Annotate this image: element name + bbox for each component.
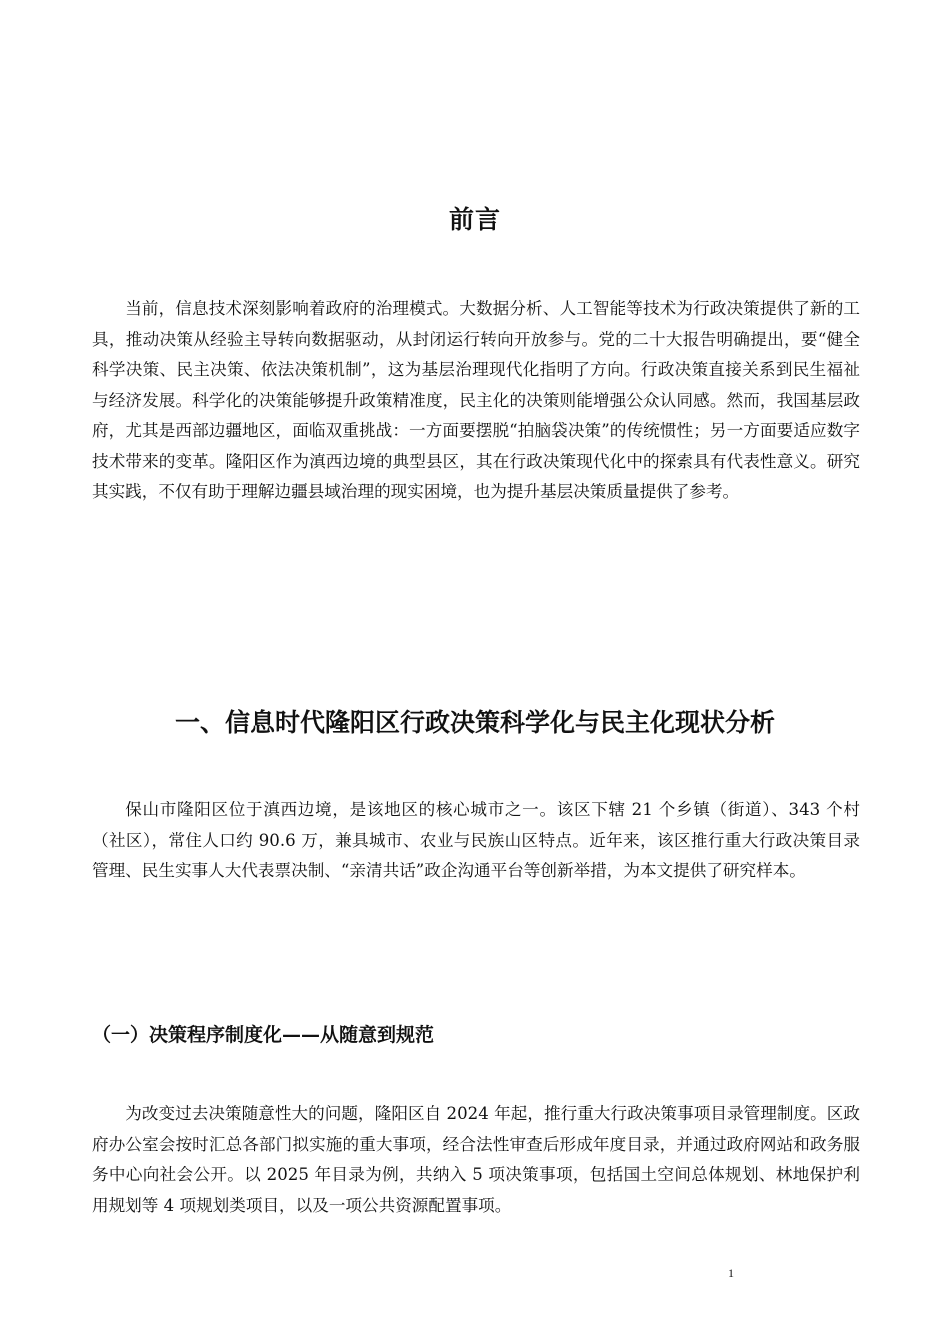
- section-paragraph: 保山市隆阳区位于滇西边境，是该地区的核心城市之一。该区下辖 21 个乡镇（街道）、343 个村（社区），常住人口约 90.6 万，兼具城市、农业与民族山区特点。近年来，该区推行重大行政决策目录管理、民生实事人大代表票决制、“亲清共话”政企沟通平台等创新举措，为本文提供了研究样本。: [92, 800, 860, 880]
- subsection-paragraph: 为改变过去决策随意性大的问题，隆阳区自 2024 年起，推行重大行政决策事项目录管理制度。区政府办公室会按时汇总各部门拟实施的重大事项，经合法性审查后形成年度目录，并通过政府网站和政务服务中心向社会公开。以 2025 年目录为例，共纳入 5 项决策事项，包括国土空间总体规划、林地保护利用规划等 4 项规划类项目，以及一项公共资源配置事项。: [92, 1104, 860, 1215]
- section-heading: 一、信息时代隆阳区行政决策科学化与民主化现状分析: [174, 708, 775, 737]
- preface-title: 前言: [448, 205, 501, 234]
- preface-paragraph: 当前，信息技术深刻影响着政府的治理模式。大数据分析、人工智能等技术为行政决策提供了新的工具，推动决策从经验主导转向数据驱动，从封闭运行转向开放参与。党的二十大报告明确提出，要“健全科学决策、民主决策、依法决策机制”，这为基层治理现代化指明了方向。行政决策直接关系到民生福祉与经济发展。科学化的决策能够提升政策精准度，民主化的决策则能增强公众认同感。然而，我国基层政府，尤其是西部边疆地区，面临双重挑战：一方面要摆脱“拍脑袋决策”的传统惯性；另一方面要适应数字技术带来的变革。隆阳区作为滇西边境的典型县区，其在行政决策现代化中的探索具有代表性意义。研究其实践，不仅有助于理解边疆县域治理的现实困境，也为提升基层决策质量提供了参考。: [92, 299, 860, 501]
- subsection-heading: （一）决策程序制度化——从随意到规范: [92, 1024, 435, 1046]
- page-number: 1: [728, 1266, 734, 1280]
